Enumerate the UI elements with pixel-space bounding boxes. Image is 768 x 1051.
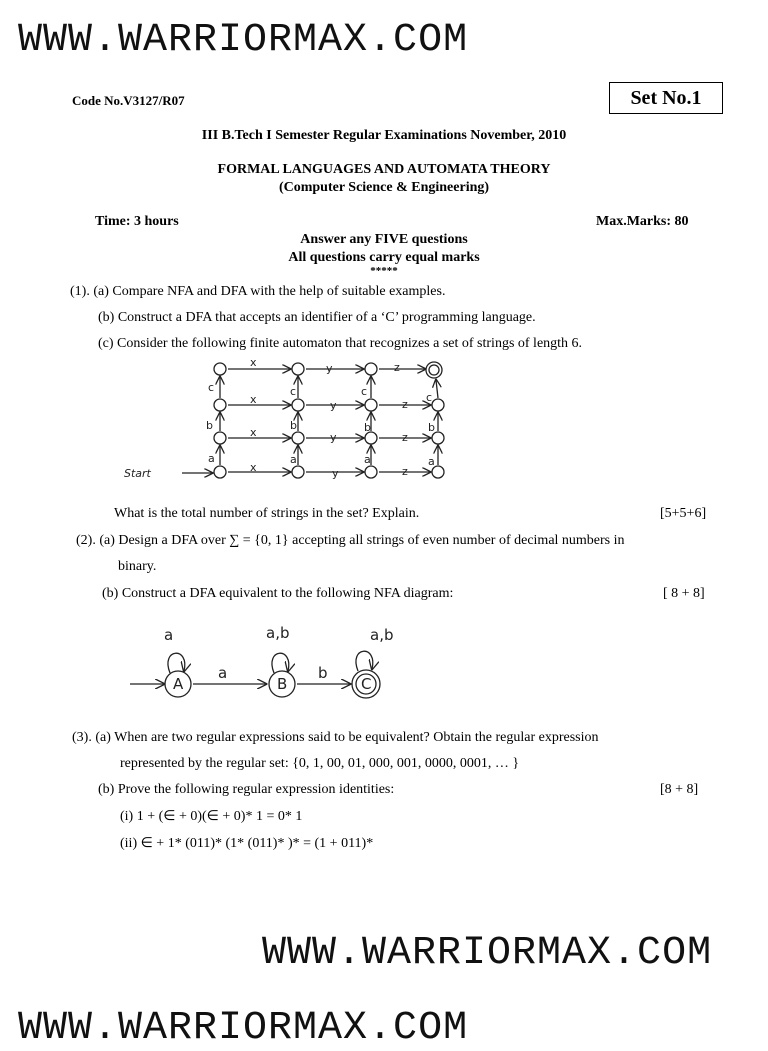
svg-text:c: c xyxy=(361,385,368,398)
separator-stars: ***** xyxy=(370,265,398,277)
svg-text:x: x xyxy=(250,461,257,474)
q1-question: What is the total number of strings in the set? Explain. xyxy=(114,506,420,521)
exam-title: III B.Tech I Semester Regular Examinations November, 2010 xyxy=(201,128,567,143)
svg-text:b: b xyxy=(428,421,435,434)
watermark-bottom: WWW.WARRIORMAX.COM xyxy=(262,931,713,976)
svg-text:B: B xyxy=(277,675,288,693)
q1c-text: (c) Consider the following finite automaton that recognizes a set of strings of length 6. xyxy=(98,336,583,351)
svg-text:A: A xyxy=(173,675,184,693)
svg-text:a,b: a,b xyxy=(266,624,290,642)
svg-text:x: x xyxy=(250,426,257,439)
svg-text:y: y xyxy=(330,399,337,412)
svg-text:x: x xyxy=(250,356,257,369)
svg-text:C: C xyxy=(361,675,372,693)
q2a-text-line1: (2). (a) Design a DFA over ∑ = {0, 1} accepting all strings of even number of decimal numbers in xyxy=(76,533,625,548)
svg-text:b: b xyxy=(290,419,297,432)
subject-title: FORMAL LANGUAGES AND AUTOMATA THEORY xyxy=(217,162,551,177)
svg-text:z: z xyxy=(394,361,400,374)
instruction-1: Answer any FIVE questions xyxy=(300,232,468,247)
code-number: Code No.V3127/R07 xyxy=(72,93,185,108)
automaton-grid-figure xyxy=(120,355,460,495)
q2a-text-line2: binary. xyxy=(118,559,157,574)
svg-text:b: b xyxy=(206,419,213,432)
svg-text:a,b: a,b xyxy=(370,626,394,644)
set-number-box: Set No.1 xyxy=(609,82,723,114)
q3a-text-line1: (3). (a) When are two regular expressions said to be equivalent? Obtain the regular expression xyxy=(72,730,599,745)
instruction-2: All questions carry equal marks xyxy=(288,250,480,265)
svg-text:a: a xyxy=(208,452,215,465)
svg-text:y: y xyxy=(330,431,337,444)
svg-text:a: a xyxy=(428,455,435,468)
svg-text:y: y xyxy=(326,362,333,375)
q3-marks: [8 + 8] xyxy=(660,782,699,797)
svg-text:c: c xyxy=(290,385,297,398)
svg-text:c: c xyxy=(208,381,215,394)
svg-text:y: y xyxy=(332,467,339,480)
svg-text:a: a xyxy=(364,453,371,466)
svg-text:a: a xyxy=(164,626,174,644)
watermark-cut: WWW.WARRIORMAX.COM xyxy=(18,1006,469,1051)
time-label: Time: 3 hours xyxy=(95,214,179,229)
max-marks-label: Max.Marks: 80 xyxy=(596,214,689,229)
q2-marks: [ 8 + 8] xyxy=(663,586,705,601)
svg-text:Start: Start xyxy=(124,467,151,480)
svg-text:b: b xyxy=(318,664,328,682)
svg-text:c: c xyxy=(426,391,433,404)
q3b-identity-ii: (ii) ∈ + 1* (011)* (1* (011)* )* = (1 + 011)* xyxy=(120,836,374,851)
svg-text:a: a xyxy=(218,664,228,682)
q2b-text: (b) Construct a DFA equivalent to the following NFA diagram: xyxy=(102,586,454,601)
svg-text:b: b xyxy=(364,421,371,434)
branch-title: (Computer Science & Engineering) xyxy=(278,180,490,195)
q3b-text: (b) Prove the following regular expression identities: xyxy=(98,782,395,797)
q1a-text: (1). (a) Compare NFA and DFA with the help of suitable examples. xyxy=(70,284,446,299)
nfa-diagram-figure xyxy=(120,618,420,708)
q1b-text: (b) Construct a DFA that accepts an identifier of a ‘C’ programming language. xyxy=(98,310,536,325)
svg-text:z: z xyxy=(402,431,408,444)
svg-text:x: x xyxy=(250,393,257,406)
watermark-top: WWW.WARRIORMAX.COM xyxy=(18,18,469,63)
q3a-text-line2: represented by the regular set: {0, 1, 00, 01, 000, 001, 0000, 0001, … } xyxy=(120,756,520,771)
svg-text:z: z xyxy=(402,465,408,478)
svg-text:z: z xyxy=(402,398,408,411)
svg-text:a: a xyxy=(290,453,297,466)
q3b-identity-i: (i) 1 + (∈ + 0)(∈ + 0)* 1 = 0* 1 xyxy=(120,809,303,824)
q1-marks: [5+5+6] xyxy=(660,506,707,521)
